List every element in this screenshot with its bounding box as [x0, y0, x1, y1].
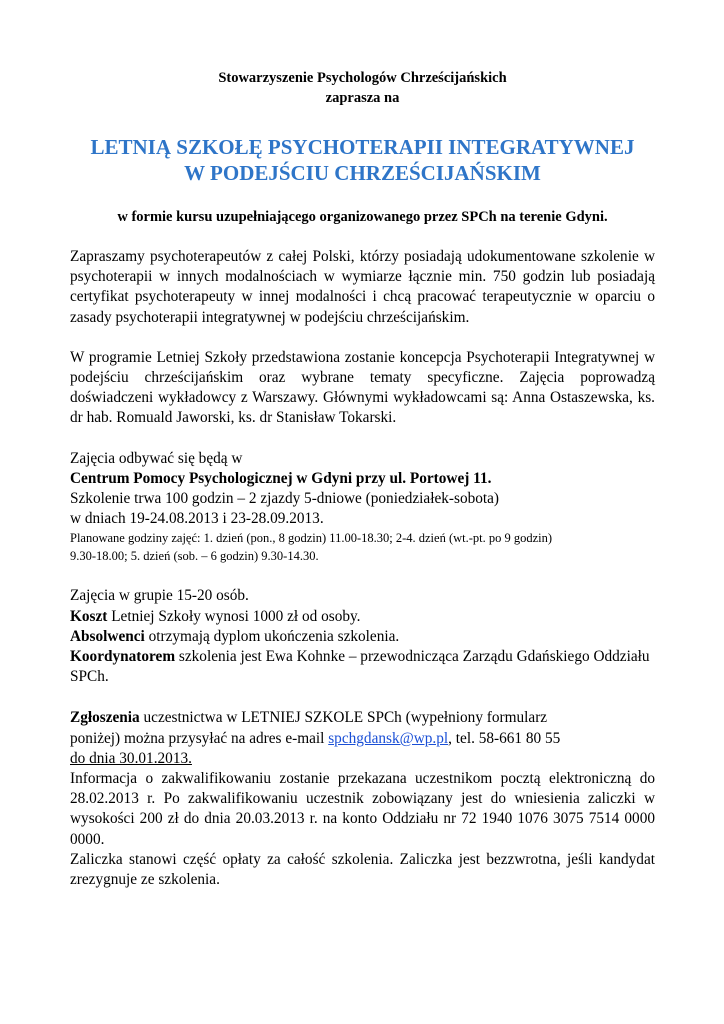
email-link[interactable]: spchgdansk@wp.pl: [328, 729, 449, 747]
planned-hours: [70, 529, 655, 565]
event-title-line1: LETNIĄ SZKOŁĘ PSYCHOTERAPII INTEGRATYWNEJ: [90, 135, 635, 159]
registration-line1: [70, 708, 655, 728]
organizer-name: Stowarzyszenie Psychologów Chrześcijańskich: [218, 70, 507, 86]
venue-place-text: Centrum Pomocy Psychologicznej w Gdyni przy ul. Portowej 11.: [70, 469, 492, 487]
phone-number: , tel. 58-661 80 55: [448, 729, 561, 747]
registration-deadline: do dnia 30.01.2013.: [70, 749, 192, 767]
graduates-text: otrzymają dyplom ukończenia szkolenia.: [144, 627, 400, 645]
program-paragraph: W programie Letniej Szkoły przedstawiona zostanie koncepcja Psychoterapii Integratywnej w podejściu chrześcijańskim oraz wybrane tematy specyficzne. Zajęcia poprowadzą doświadczeni wykładowcy z Warszawy. Głównymi wykładowcami są: Anna Ostaszewska, ks. dr hab. Romuald Jaworski, ks. dr Stanisław Tokarski.: [70, 348, 655, 427]
planned-hours-line1: Planowane godziny zajęć: 1. dzień (pon., 8 godzin) 11.00-18.30; 2-4. dzień (wt.-pt. po 9 godzin): [70, 531, 553, 546]
intro-paragraph: Zapraszamy psychoterapeutów z całej Polski, którzy posiadają udokumentowane szkolenie w psychoterapii w innych modalnościach w wymiarze łącznie min. 750 godzin lub posiadają certyfikat psychoterapeuty w innej modalności i chcą pracować terapeutycznie w oparciu o zasady psychoterapii integratywnej w podejściu chrześcijańskim.: [70, 248, 655, 326]
registration-deadline-line: [70, 749, 655, 769]
cost-text: Letniej Szkoły wynosi 1000 zł od osoby.: [107, 607, 361, 625]
registration-text-1: uczestnictwa w LETNIEJ SZKOLE SPCh (wypełniony formularz: [139, 709, 548, 727]
training-dates: w dniach 19-24.08.2013 i 23-28.09.2013.: [70, 510, 324, 528]
registration-line2: [70, 729, 655, 749]
deposit-info: Zaliczka stanowi część opłaty za całość szkolenia. Zaliczka jest bezzwrotna, jeśli kandydat zrezygnuje ze szkolenia.: [70, 850, 655, 889]
event-subtitle: w formie kursu uzupełniającego organizowanego przez SPCh na terenie Gdyni.: [117, 209, 608, 225]
registration-section: [70, 708, 655, 890]
group-size: Zajęcia w grupie 15-20 osób.: [70, 587, 249, 605]
details-section: [70, 586, 655, 687]
graduates-label: Absolwenci: [70, 627, 145, 645]
cost-line: [70, 607, 655, 627]
planned-hours-line2: 9.30-18.00; 5. dzień (sob. – 6 godzin) 9.30-14.30.: [70, 549, 319, 564]
venue-section: [70, 449, 655, 566]
graduates-line: [70, 627, 655, 647]
coordinator-line: [70, 647, 655, 687]
registration-text-2: poniżej) można przysyłać na adres e-mail: [70, 729, 329, 747]
cost-label: Koszt: [70, 607, 108, 625]
coordinator-label: Koordynatorem: [70, 648, 176, 666]
document-page: [70, 68, 655, 890]
venue-place: [70, 469, 655, 489]
invitation-line: zaprasza na: [325, 90, 400, 106]
training-duration: Szkolenie trwa 100 godzin – 2 zjazdy 5-dniowe (poniedziałek-sobota): [70, 490, 500, 508]
organizer-header: [70, 68, 655, 108]
event-title-line2: W PODEJŚCIU CHRZEŚCIJAŃSKIM: [184, 161, 541, 185]
qualification-info: Informacja o zakwalifikowaniu zostanie przekazana uczestnikom pocztą elektroniczną do 28.02.2013 r. Po zakwalifikowaniu uczestnik zobowiązany jest do wniesienia zaliczki w wysokości 200 zł do dnia 20.03.2013 r. na konto Oddziału nr 72 1940 1076 3075 7514 0000 0000.: [70, 770, 655, 848]
venue-intro: Zajęcia odbywać się będą w: [70, 449, 243, 467]
event-title: [70, 134, 655, 186]
coordinator-text: szkolenia jest Ewa Kohnke – przewodnicząca Zarządu Gdańskiego Oddziału SPCh.: [70, 648, 650, 686]
registration-label: Zgłoszenia: [70, 709, 140, 727]
